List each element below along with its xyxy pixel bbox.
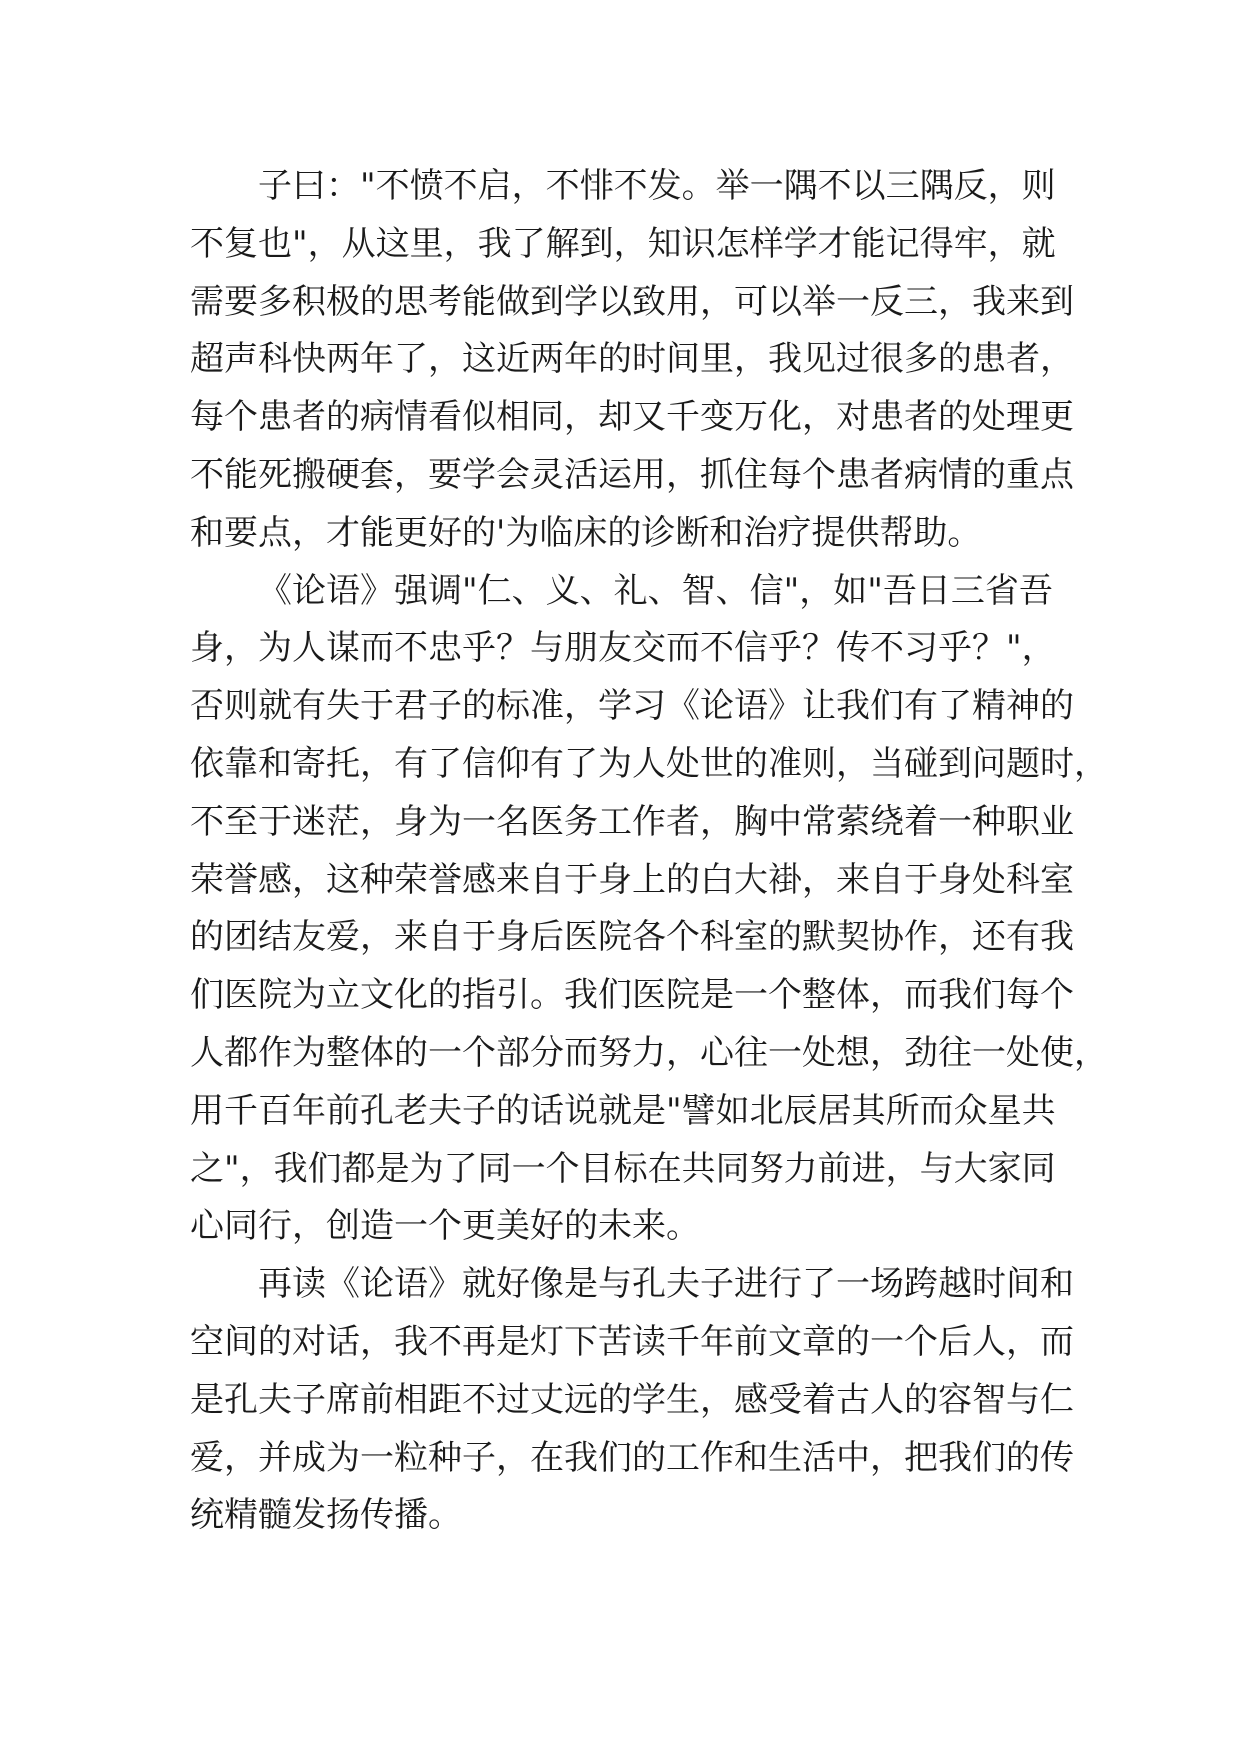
paragraph-line: 荣誉感，这种荣誉感来自于身上的白大褂，来自于身处科室 [190, 859, 1074, 900]
paragraph [190, 158, 1074, 563]
document-body [190, 158, 1108, 1545]
paragraph-line: 需要多积极的思考能做到学以致用，可以举一反三，我来到 [190, 281, 1074, 322]
paragraph-line: 空间的对话，我不再是灯下苦读千年前文章的一个后人，而 [190, 1321, 1074, 1362]
paragraph-line: 统精髓发扬传播。 [190, 1495, 462, 1536]
paragraph [190, 563, 1108, 1257]
paragraph-line: 每个患者的病情看似相同，却又千变万化，对患者的处理更 [190, 397, 1074, 438]
paragraph-line: 不复也"，从这里，我了解到，知识怎样学才能记得牢，就 [190, 223, 1056, 264]
paragraph-line: 的团结友爱，来自于身后医院各个科室的默契协作，还有我 [190, 917, 1074, 958]
paragraph-line: 之"，我们都是为了同一个目标在共同努力前进，与大家同 [190, 1148, 1056, 1189]
paragraph-line: 否则就有失于君子的标准，学习《论语》让我们有了精神的 [190, 686, 1074, 727]
paragraph-line: 不能死搬硬套，要学会灵活运用，抓住每个患者病情的重点 [190, 454, 1074, 495]
paragraph-line: 是孔夫子席前相距不过丈远的学生，感受着古人的容智与仁 [190, 1379, 1074, 1420]
paragraph-line: 身，为人谋而不忠乎？与朋友交而不信乎？传不习乎？"， [190, 628, 1056, 669]
paragraph-line: 再读《论语》就好像是与孔夫子进行了一场跨越时间和 [258, 1264, 1074, 1305]
paragraph-line: 爱，并成为一粒种子，在我们的工作和生活中，把我们的传 [190, 1437, 1074, 1478]
paragraph-line: 《论语》强调"仁、义、礼、智、信"，如"吾日三省吾 [258, 570, 1053, 611]
paragraph-line: 子曰："不愤不启，不悱不发。举一隅不以三隅反，则 [258, 166, 1056, 206]
paragraph-line: 超声科快两年了，这近两年的时间里，我见过很多的患者， [190, 339, 1074, 380]
paragraph-line: 和要点，才能更好的'为临床的诊断和治疗提供帮助。 [190, 512, 982, 553]
paragraph-line: 不至于迷茫，身为一名医务工作者，胸中常萦绕着一种职业 [190, 801, 1074, 842]
paragraph-line: 依靠和寄托，有了信仰有了为人处世的准则，当碰到问题时， [190, 743, 1108, 784]
paragraph [190, 1256, 1074, 1545]
paragraph-line: 心同行，创造一个更美好的未来。 [190, 1206, 700, 1247]
paragraph-line: 人都作为整体的一个部分而努力，心往一处想，劲往一处使， [190, 1032, 1108, 1073]
paragraph-line: 用千百年前孔老夫子的话说就是"譬如北辰居其所而众星共 [190, 1090, 1056, 1131]
paragraph-line: 们医院为立文化的指引。我们医院是一个整体，而我们每个 [190, 975, 1074, 1016]
